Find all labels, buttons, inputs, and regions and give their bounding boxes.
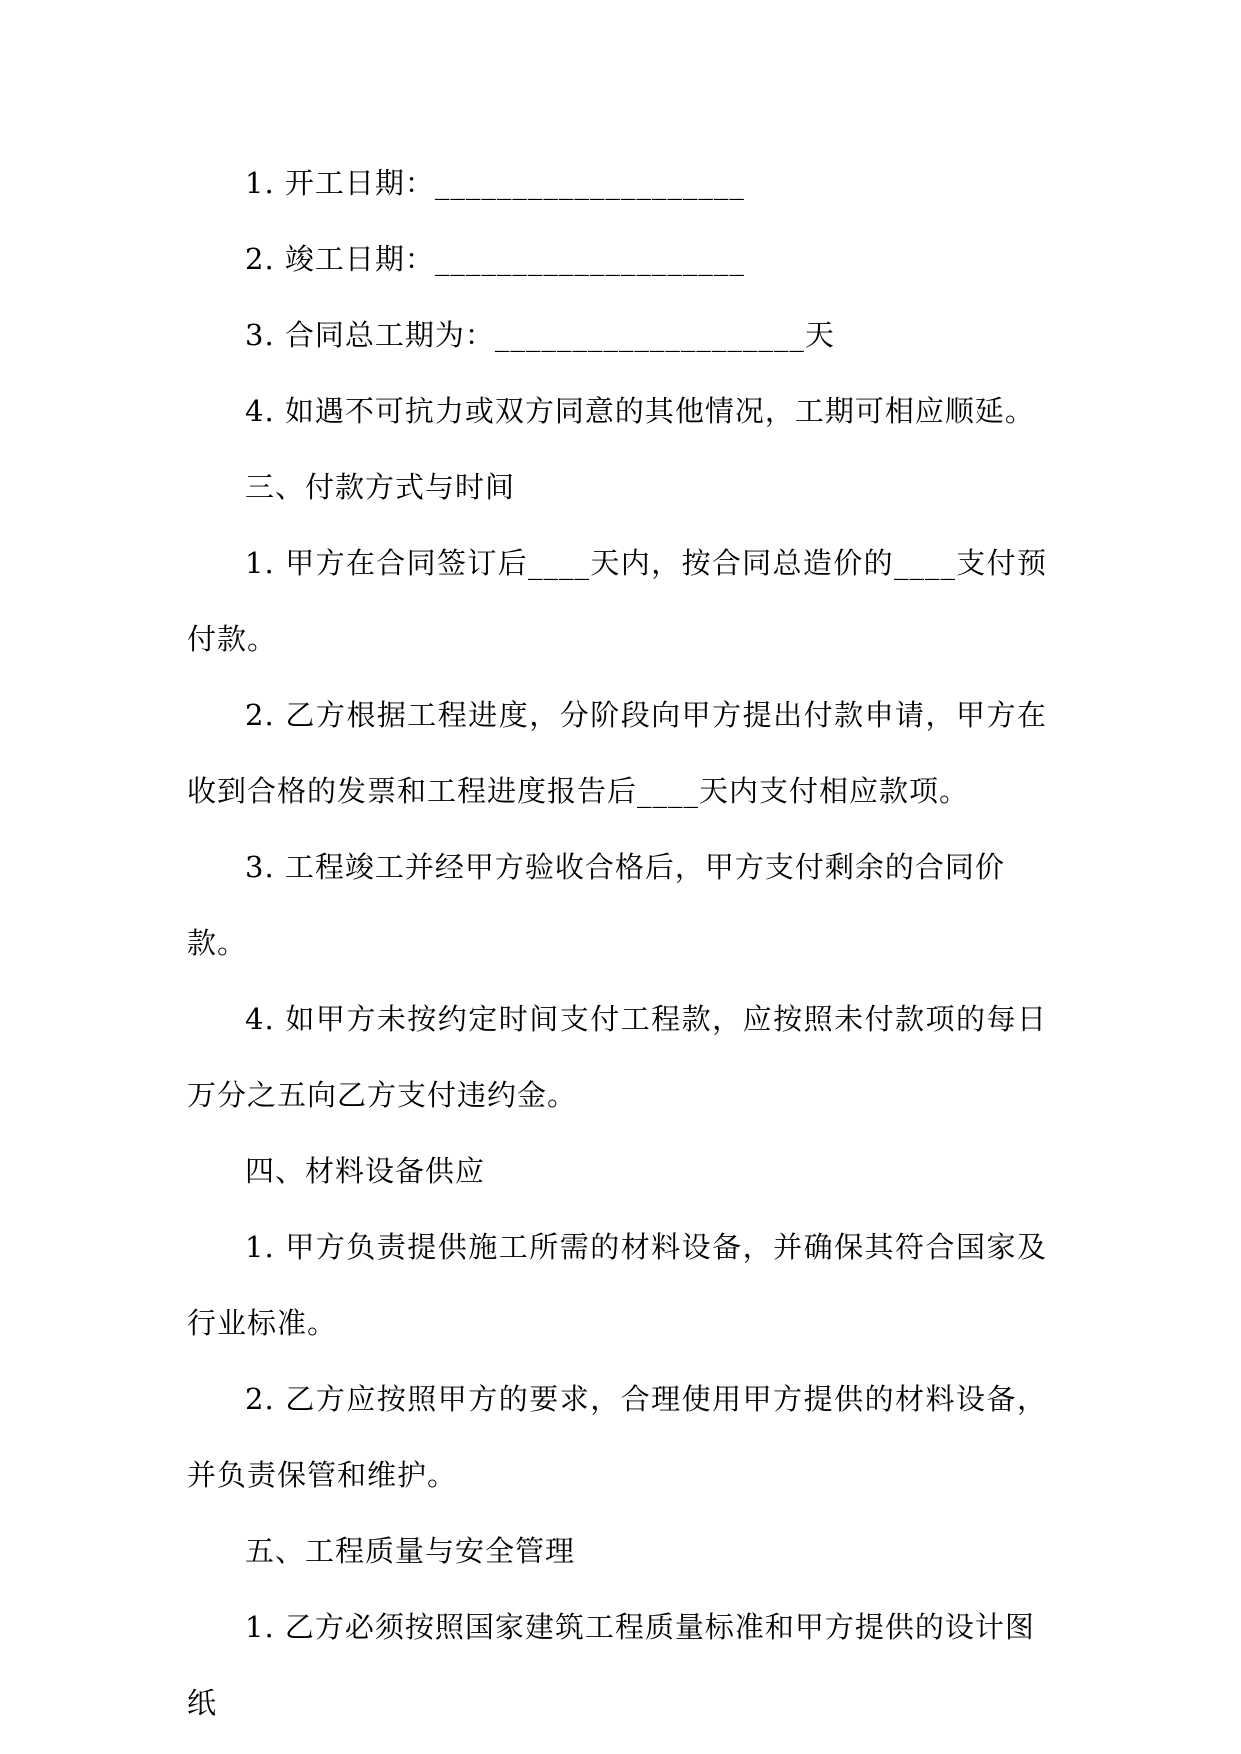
payment-clause-2: 2. 乙方根据工程进度，分阶段向甲方提出付款申请，甲方在收到合格的发票和工程进度报告后____天内支付相应款项。 bbox=[187, 698, 1047, 808]
payment-clause-4: 4. 如甲方未按约定时间支付工程款，应按照未付款项的每日万分之五向乙方支付违约金。 bbox=[187, 1002, 1047, 1112]
section-heading-materials: 四、材料设备供应 bbox=[245, 1154, 486, 1188]
schedule-start-date: 1. 开工日期：____________________ bbox=[245, 166, 745, 200]
materials-clause-1: 1. 甲方负责提供施工所需的材料设备，并确保其符合国家及行业标准。 bbox=[187, 1230, 1047, 1340]
schedule-completion-date: 2. 竣工日期：____________________ bbox=[245, 242, 745, 276]
payment-clause-1: 1. 甲方在合同签订后____天内，按合同总造价的____支付预付款。 bbox=[187, 546, 1047, 656]
materials-clause-2: 2. 乙方应按照甲方的要求，合理使用甲方提供的材料设备，并负责保管和维护。 bbox=[187, 1382, 1047, 1492]
quality-clause-1: 1. 乙方必须按照国家建筑工程质量标准和甲方提供的设计图纸 bbox=[187, 1610, 1035, 1720]
section-heading-quality-safety: 五、工程质量与安全管理 bbox=[245, 1534, 576, 1568]
section-heading-payment: 三、付款方式与时间 bbox=[245, 470, 516, 504]
schedule-total-duration: 3. 合同总工期为：____________________天 bbox=[245, 318, 835, 352]
document-body bbox=[187, 145, 1047, 1741]
schedule-extension-clause: 4. 如遇不可抗力或双方同意的其他情况，工期可相应顺延。 bbox=[245, 394, 1035, 428]
payment-clause-3: 3. 工程竣工并经甲方验收合格后，甲方支付剩余的合同价款。 bbox=[187, 850, 1005, 960]
